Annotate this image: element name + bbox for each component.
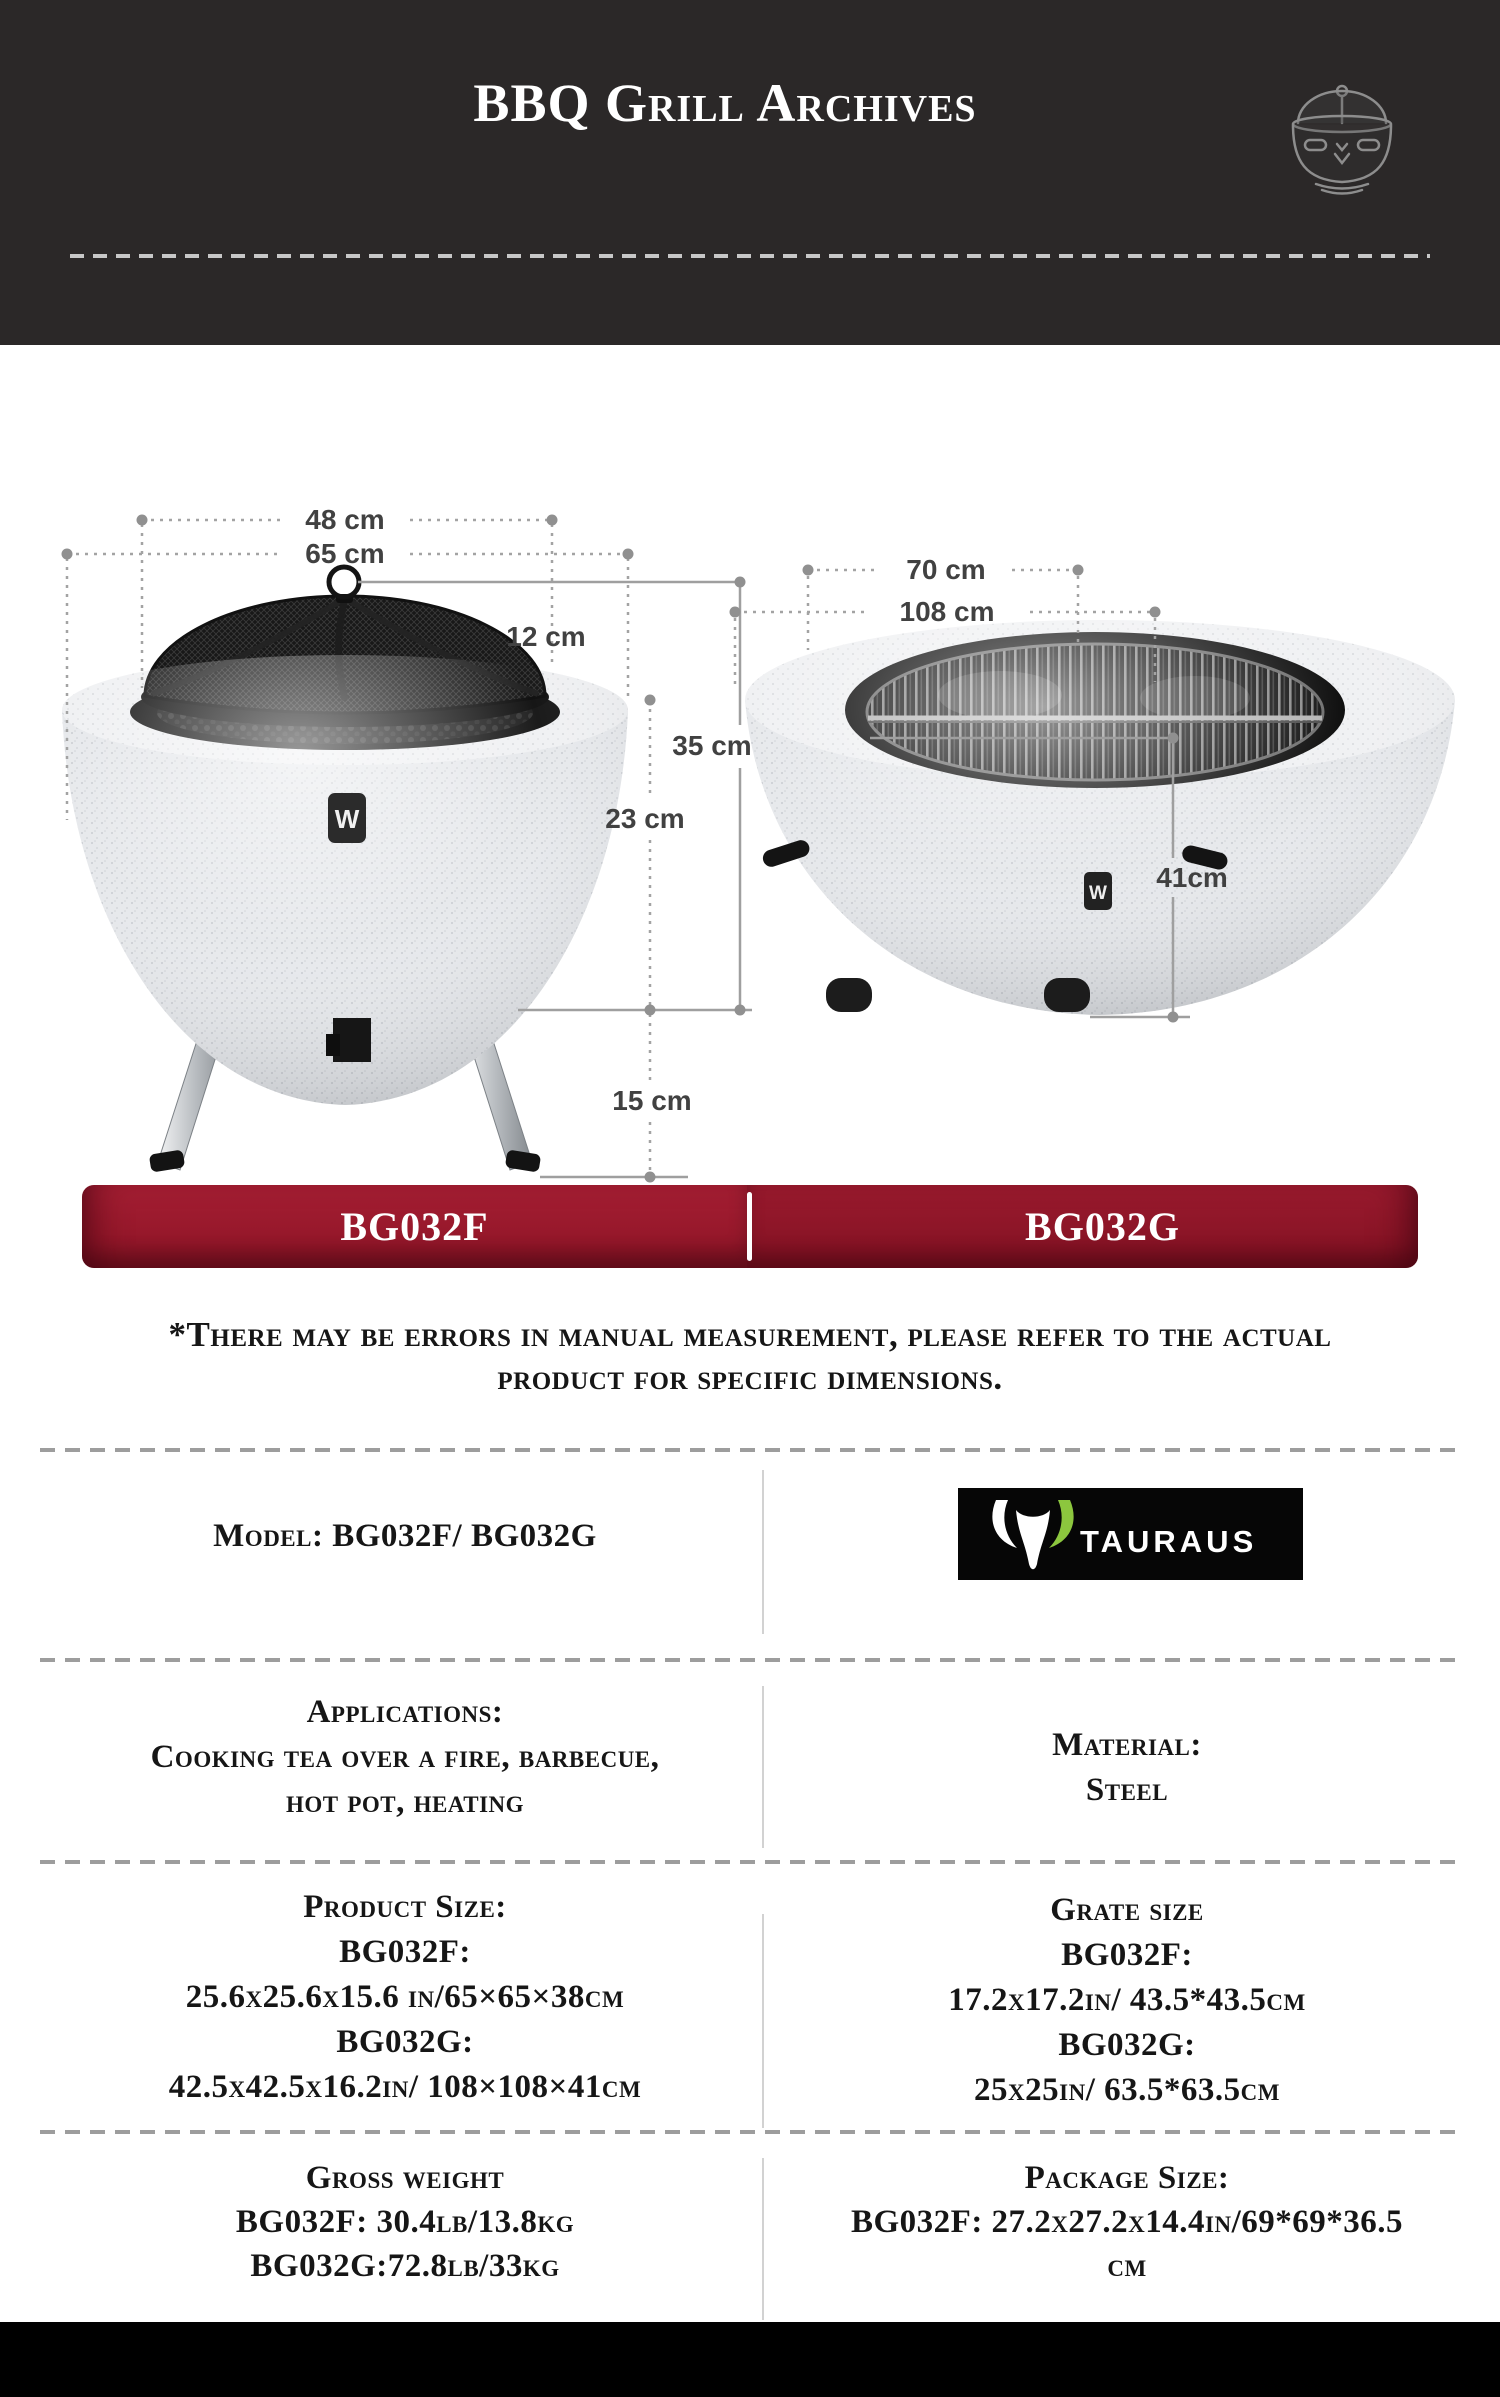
separator-1 [40,1448,1460,1452]
applications-line-1: Cooking tea over a fire, barbecue, [150,1739,660,1775]
grate-size-value-1: 17.2x17.2in/ 43.5*43.5cm [948,1982,1306,2018]
svg-text:W: W [1089,883,1107,904]
gross-weight-line-2: BG032G:72.8lb/33kg [250,2248,560,2284]
banner-tab-bg032f[interactable]: BG032F [82,1185,747,1268]
brand-logo [958,1488,1303,1580]
dim-35cm: 35 cm [672,730,752,761]
disclaimer-line-2: product for specific dimensions. [497,1358,1003,1397]
package-size-line-1: BG032F: 27.2x27.2x14.4in/69*69*36.5 [850,2204,1404,2240]
dim-41cm: 41cm [1156,862,1228,893]
grate-size-model-1: BG032F: [1061,1937,1193,1973]
dim-65cm: 65 cm [305,538,385,569]
column-divider-1 [762,1470,764,1634]
grate-size-model-2: BG032G: [1058,2027,1196,2063]
product-size-model-2: BG032G: [336,2024,474,2060]
gross-weight-line-1: BG032F: 30.4lb/13.8kg [235,2204,575,2240]
separator-2 [40,1658,1460,1662]
disclaimer-line-1: *There may be errors in manual measurement, please refer to the actual [168,1315,1332,1354]
package-size-title: Package Size: [1024,2160,1230,2196]
material-title: Material: [1052,1727,1202,1763]
spec-package-size [790,2156,1464,2288]
disclaimer [80,1313,1420,1399]
svg-text:W: W [334,804,360,834]
column-divider-2 [762,1686,764,1848]
page-title: BBQ Grill Archives [473,73,977,133]
dim-15cm: 15 cm [612,1085,692,1116]
material-value: Steel [1085,1772,1169,1808]
dim-23cm: 23 cm [605,803,685,834]
product-bg032f-figure [62,567,628,1173]
gross-weight-title: Gross weight [305,2160,505,2196]
product-size-value-2: 42.5x42.5x16.2in/ 108×108×41cm [168,2069,642,2105]
applications-title: Applications: [306,1694,504,1730]
package-size-line-2: cm [1107,2248,1147,2284]
dim-108cm: 108 cm [899,596,995,627]
banner-divider [747,1192,752,1261]
brand-name: TAURAUS [1080,1524,1258,1559]
dim-48cm: 48 cm [305,504,385,535]
lid-handle-ring [329,567,359,597]
product-size-title: Product Size: [303,1889,507,1925]
column-divider-4 [762,2158,764,2320]
column-divider-3 [762,1914,764,2128]
separator-4 [40,2130,1460,2134]
footer-bar [0,2322,1500,2397]
grill-icon [1272,83,1413,197]
grate-size-title: Grate size [1050,1892,1204,1928]
header [0,0,1500,345]
spec-model [55,1518,755,1555]
banner-tab-bg032g[interactable]: BG032G [747,1185,1418,1268]
separator-3 [40,1860,1460,1864]
spec-product-size [55,1885,755,2110]
spec-gross-weight [55,2156,755,2288]
product-size-model-1: BG032F: [339,1934,471,1970]
product-diagrams [0,400,1500,1190]
spec-grate-size [790,1888,1464,2113]
dim-70cm: 70 cm [906,554,986,585]
spec-material [790,1723,1464,1813]
dim-12cm: 12 cm [506,621,586,652]
spec-model-text: Model: BG032F/ BG032G [213,1518,597,1554]
applications-line-2: hot pot, heating [285,1784,525,1820]
product-size-value-1: 25.6x25.6x15.6 in/65×65×38cm [185,1979,625,2015]
grate-size-value-2: 25x25in/ 63.5*63.5cm [974,2072,1280,2108]
product-bg032g-figure [745,620,1455,1015]
header-divider-dashed [70,254,1430,258]
spec-applications [55,1690,755,1825]
